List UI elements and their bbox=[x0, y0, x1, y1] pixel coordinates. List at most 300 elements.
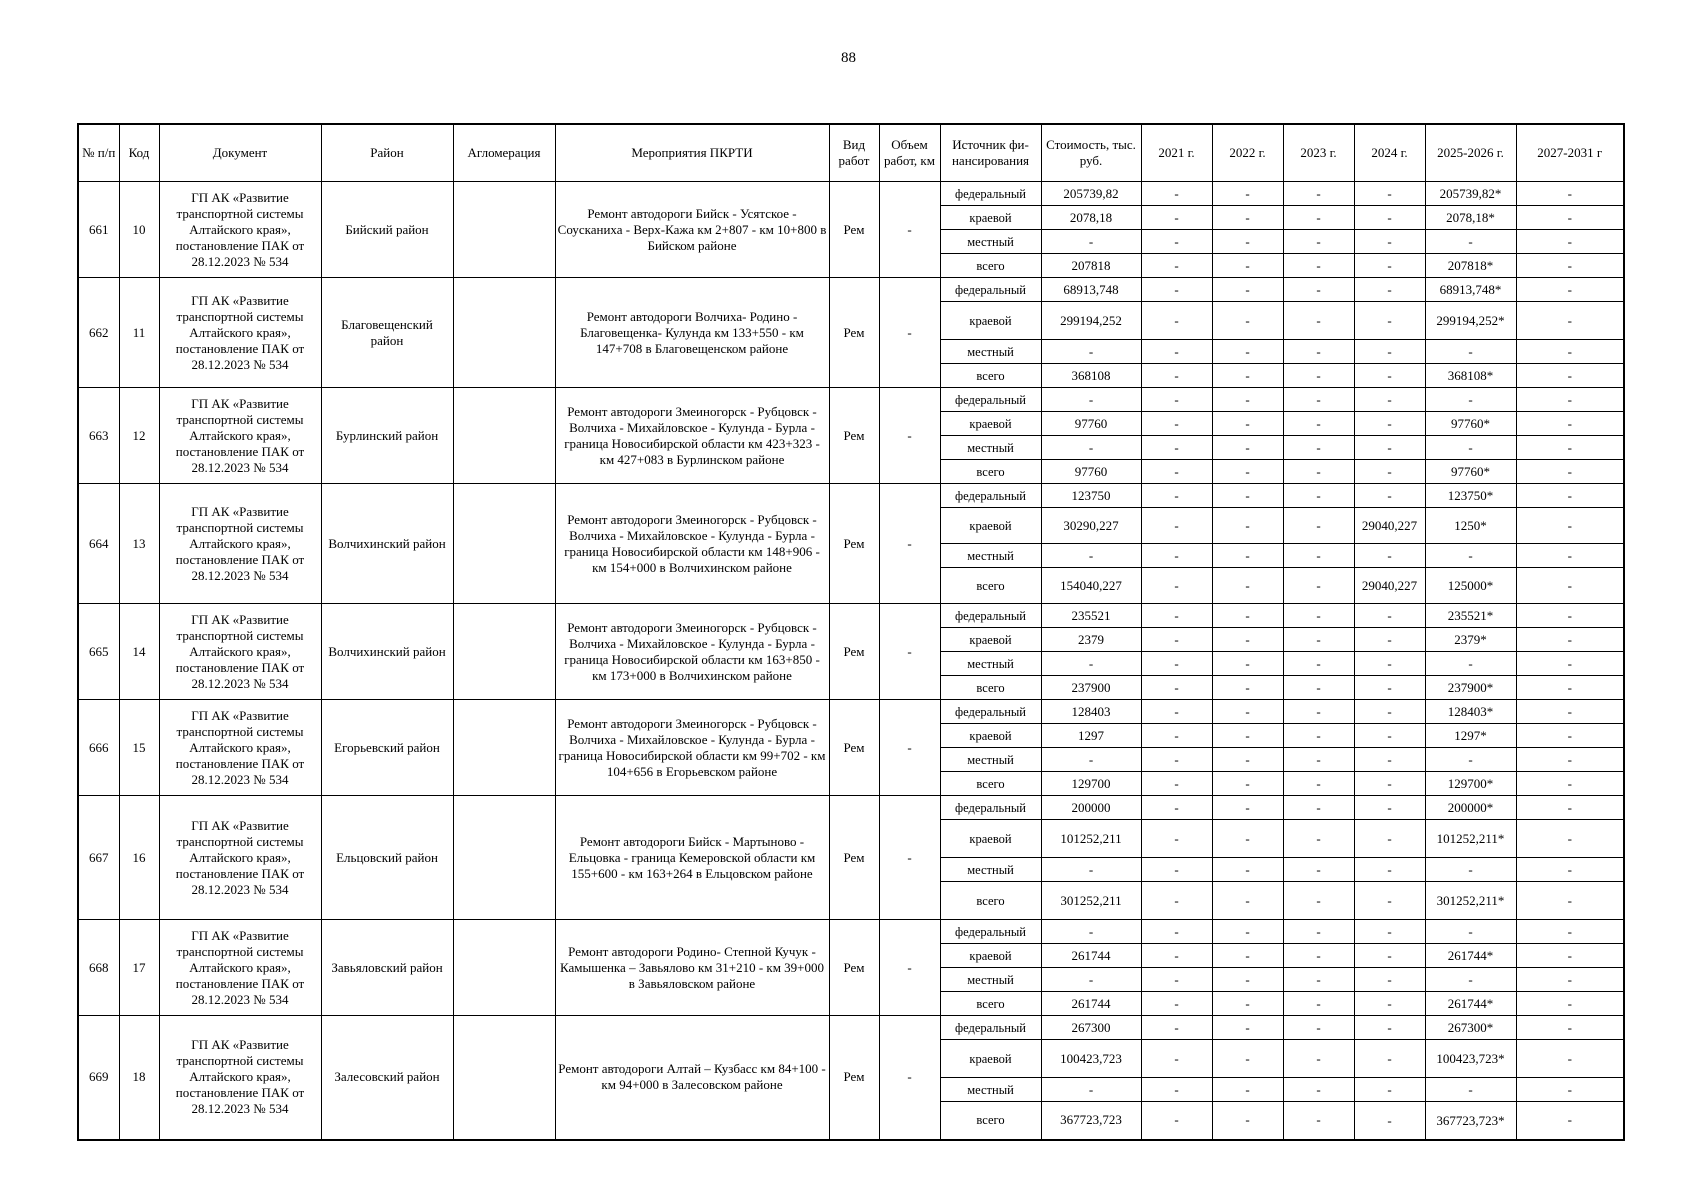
value-2027-2031-cell: - bbox=[1516, 182, 1624, 206]
value-2025-2026-cell: 299194,252* bbox=[1425, 302, 1516, 340]
value-2027-2031-cell: - bbox=[1516, 278, 1624, 302]
value-2024-cell: - bbox=[1354, 182, 1425, 206]
value-2025-2026-cell: 261744* bbox=[1425, 944, 1516, 968]
table-row bbox=[78, 700, 1624, 724]
code-cell: 14 bbox=[119, 604, 159, 700]
value-2021-cell: - bbox=[1141, 460, 1212, 484]
value-2023-cell: - bbox=[1283, 772, 1354, 796]
col-header-num: № п/п bbox=[78, 124, 119, 182]
value-2022-cell: - bbox=[1212, 1102, 1283, 1140]
record-number-cell: 665 bbox=[78, 604, 119, 700]
value-2025-2026-cell: 2078,18* bbox=[1425, 206, 1516, 230]
value-2027-2031-cell: - bbox=[1516, 436, 1624, 460]
value-2022-cell: - bbox=[1212, 944, 1283, 968]
funding-source-cell: всего bbox=[940, 460, 1041, 484]
value-2025-2026-cell: - bbox=[1425, 436, 1516, 460]
event-description-cell: Ремонт автодороги Родино- Степной Кучук - Камышенка – Завьялово км 31+210 - км 39+000 в Завьяловском районе bbox=[555, 920, 829, 1016]
value-2023-cell: - bbox=[1283, 628, 1354, 652]
cost-cell: 100423,723 bbox=[1041, 1040, 1141, 1078]
value-2024-cell: - bbox=[1354, 484, 1425, 508]
value-2025-2026-cell: 123750* bbox=[1425, 484, 1516, 508]
funding-source-cell: всего bbox=[940, 772, 1041, 796]
value-2024-cell: - bbox=[1354, 206, 1425, 230]
value-2021-cell: - bbox=[1141, 182, 1212, 206]
event-description-cell: Ремонт автодороги Бийск - Усятское - Соусканиха - Верх-Кажа км 2+807 - км 10+800 в Бийском районе bbox=[555, 182, 829, 278]
value-2023-cell: - bbox=[1283, 508, 1354, 544]
work-type-cell: Рем bbox=[829, 182, 879, 278]
value-2024-cell: - bbox=[1354, 1078, 1425, 1102]
value-2025-2026-cell: 301252,211* bbox=[1425, 882, 1516, 920]
value-2025-2026-cell: 128403* bbox=[1425, 700, 1516, 724]
value-2025-2026-cell: - bbox=[1425, 652, 1516, 676]
funding-source-cell: федеральный bbox=[940, 278, 1041, 302]
agglomeration-cell bbox=[453, 700, 555, 796]
record-number-cell: 662 bbox=[78, 278, 119, 388]
value-2024-cell: - bbox=[1354, 700, 1425, 724]
value-2025-2026-cell: 125000* bbox=[1425, 568, 1516, 604]
value-2023-cell: - bbox=[1283, 604, 1354, 628]
work-type-cell: Рем bbox=[829, 920, 879, 1016]
document-cell: ГП АК «Развитие транспортной системы Алтайского края», постановление ПАК от 28.12.2023 № 534 bbox=[159, 388, 321, 484]
cost-cell: - bbox=[1041, 544, 1141, 568]
value-2024-cell: - bbox=[1354, 436, 1425, 460]
value-2021-cell: - bbox=[1141, 944, 1212, 968]
value-2027-2031-cell: - bbox=[1516, 882, 1624, 920]
funding-source-cell: краевой bbox=[940, 820, 1041, 858]
value-2023-cell: - bbox=[1283, 1102, 1354, 1140]
agglomeration-cell bbox=[453, 920, 555, 1016]
agglomeration-cell bbox=[453, 182, 555, 278]
value-2022-cell: - bbox=[1212, 796, 1283, 820]
value-2022-cell: - bbox=[1212, 882, 1283, 920]
funding-source-cell: федеральный bbox=[940, 182, 1041, 206]
district-cell: Завьяловский район bbox=[321, 920, 453, 1016]
value-2023-cell: - bbox=[1283, 700, 1354, 724]
value-2024-cell: - bbox=[1354, 340, 1425, 364]
value-2027-2031-cell: - bbox=[1516, 944, 1624, 968]
funding-source-cell: краевой bbox=[940, 628, 1041, 652]
header-row bbox=[78, 124, 1624, 182]
value-2025-2026-cell: - bbox=[1425, 920, 1516, 944]
cost-cell: 267300 bbox=[1041, 1016, 1141, 1040]
record-number-cell: 663 bbox=[78, 388, 119, 484]
value-2023-cell: - bbox=[1283, 676, 1354, 700]
event-description-cell: Ремонт автодороги Алтай – Кузбасс км 84+100 - км 94+000 в Залесовском районе bbox=[555, 1016, 829, 1140]
cost-cell: - bbox=[1041, 652, 1141, 676]
work-type-cell: Рем bbox=[829, 700, 879, 796]
value-2025-2026-cell: - bbox=[1425, 340, 1516, 364]
cost-cell: 128403 bbox=[1041, 700, 1141, 724]
funding-source-cell: федеральный bbox=[940, 796, 1041, 820]
value-2025-2026-cell: - bbox=[1425, 544, 1516, 568]
value-2025-2026-cell: 237900* bbox=[1425, 676, 1516, 700]
value-2021-cell: - bbox=[1141, 604, 1212, 628]
work-type-cell: Рем bbox=[829, 604, 879, 700]
value-2023-cell: - bbox=[1283, 206, 1354, 230]
value-2021-cell: - bbox=[1141, 652, 1212, 676]
value-2021-cell: - bbox=[1141, 364, 1212, 388]
event-description-cell: Ремонт автодороги Змеиногорск - Рубцовск - Волчиха - Михайловское - Кулунда - Бурла - граница Новосибирской области км 148+906 - км 154+000 в Волчихинском районе bbox=[555, 484, 829, 604]
code-cell: 11 bbox=[119, 278, 159, 388]
value-2021-cell: - bbox=[1141, 1078, 1212, 1102]
funding-source-cell: краевой bbox=[940, 302, 1041, 340]
value-2022-cell: - bbox=[1212, 724, 1283, 748]
value-2023-cell: - bbox=[1283, 340, 1354, 364]
value-2024-cell: - bbox=[1354, 388, 1425, 412]
value-2027-2031-cell: - bbox=[1516, 206, 1624, 230]
value-2022-cell: - bbox=[1212, 820, 1283, 858]
record-number-cell: 669 bbox=[78, 1016, 119, 1140]
funding-source-cell: местный bbox=[940, 1078, 1041, 1102]
event-description-cell: Ремонт автодороги Бийск - Мартыново - Ельцовка - граница Кемеровской области км 155+600 - км 163+264 в Ельцовском районе bbox=[555, 796, 829, 920]
col-header-events: Мероприятия ПКРТИ bbox=[555, 124, 829, 182]
value-2021-cell: - bbox=[1141, 920, 1212, 944]
value-2025-2026-cell: 97760* bbox=[1425, 412, 1516, 436]
code-cell: 16 bbox=[119, 796, 159, 920]
funding-source-cell: федеральный bbox=[940, 1016, 1041, 1040]
value-2022-cell: - bbox=[1212, 340, 1283, 364]
value-2025-2026-cell: - bbox=[1425, 858, 1516, 882]
work-type-cell: Рем bbox=[829, 1016, 879, 1140]
cost-cell: 97760 bbox=[1041, 460, 1141, 484]
table-row bbox=[78, 796, 1624, 820]
value-2023-cell: - bbox=[1283, 302, 1354, 340]
value-2022-cell: - bbox=[1212, 1078, 1283, 1102]
value-2023-cell: - bbox=[1283, 436, 1354, 460]
value-2022-cell: - bbox=[1212, 230, 1283, 254]
value-2021-cell: - bbox=[1141, 230, 1212, 254]
value-2027-2031-cell: - bbox=[1516, 568, 1624, 604]
work-type-cell: Рем bbox=[829, 388, 879, 484]
value-2021-cell: - bbox=[1141, 1102, 1212, 1140]
col-header-code: Код bbox=[119, 124, 159, 182]
value-2027-2031-cell: - bbox=[1516, 820, 1624, 858]
cost-cell: 261744 bbox=[1041, 992, 1141, 1016]
value-2027-2031-cell: - bbox=[1516, 652, 1624, 676]
value-2023-cell: - bbox=[1283, 920, 1354, 944]
event-description-cell: Ремонт автодороги Змеиногорск - Рубцовск - Волчиха - Михайловское - Кулунда - Бурла - граница Новосибирской области км 99+702 - км 104+656 в Егорьевском районе bbox=[555, 700, 829, 796]
cost-cell: 2379 bbox=[1041, 628, 1141, 652]
district-cell: Залесовский район bbox=[321, 1016, 453, 1140]
funding-source-cell: краевой bbox=[940, 508, 1041, 544]
value-2022-cell: - bbox=[1212, 436, 1283, 460]
funding-source-cell: федеральный bbox=[940, 920, 1041, 944]
cost-cell: 68913,748 bbox=[1041, 278, 1141, 302]
funding-source-cell: краевой bbox=[940, 944, 1041, 968]
record-number-cell: 661 bbox=[78, 182, 119, 278]
cost-cell: - bbox=[1041, 436, 1141, 460]
document-cell: ГП АК «Развитие транспортной системы Алтайского края», постановление ПАК от 28.12.2023 № 534 bbox=[159, 1016, 321, 1140]
funding-source-cell: федеральный bbox=[940, 604, 1041, 628]
value-2027-2031-cell: - bbox=[1516, 460, 1624, 484]
value-2025-2026-cell: 97760* bbox=[1425, 460, 1516, 484]
value-2025-2026-cell: 207818* bbox=[1425, 254, 1516, 278]
value-2024-cell: - bbox=[1354, 278, 1425, 302]
cost-cell: 1297 bbox=[1041, 724, 1141, 748]
agglomeration-cell bbox=[453, 1016, 555, 1140]
value-2023-cell: - bbox=[1283, 858, 1354, 882]
value-2022-cell: - bbox=[1212, 700, 1283, 724]
program-table bbox=[77, 123, 1625, 1141]
value-2021-cell: - bbox=[1141, 772, 1212, 796]
value-2025-2026-cell: - bbox=[1425, 388, 1516, 412]
value-2023-cell: - bbox=[1283, 412, 1354, 436]
cost-cell: 30290,227 bbox=[1041, 508, 1141, 544]
cost-cell: 200000 bbox=[1041, 796, 1141, 820]
value-2027-2031-cell: - bbox=[1516, 254, 1624, 278]
value-2022-cell: - bbox=[1212, 568, 1283, 604]
value-2024-cell: - bbox=[1354, 230, 1425, 254]
value-2021-cell: - bbox=[1141, 206, 1212, 230]
cost-cell: 97760 bbox=[1041, 412, 1141, 436]
volume-cell: - bbox=[879, 920, 940, 1016]
value-2021-cell: - bbox=[1141, 254, 1212, 278]
value-2025-2026-cell: 200000* bbox=[1425, 796, 1516, 820]
value-2024-cell: - bbox=[1354, 676, 1425, 700]
value-2024-cell: - bbox=[1354, 364, 1425, 388]
value-2022-cell: - bbox=[1212, 206, 1283, 230]
value-2027-2031-cell: - bbox=[1516, 604, 1624, 628]
value-2027-2031-cell: - bbox=[1516, 230, 1624, 254]
value-2022-cell: - bbox=[1212, 302, 1283, 340]
value-2023-cell: - bbox=[1283, 1040, 1354, 1078]
value-2022-cell: - bbox=[1212, 508, 1283, 544]
value-2022-cell: - bbox=[1212, 278, 1283, 302]
value-2024-cell: - bbox=[1354, 412, 1425, 436]
col-header-2027-2031: 2027-2031 г bbox=[1516, 124, 1624, 182]
value-2024-cell: - bbox=[1354, 992, 1425, 1016]
value-2023-cell: - bbox=[1283, 992, 1354, 1016]
table-row bbox=[78, 484, 1624, 508]
value-2023-cell: - bbox=[1283, 484, 1354, 508]
table-row bbox=[78, 388, 1624, 412]
document-cell: ГП АК «Развитие транспортной системы Алтайского края», постановление ПАК от 28.12.2023 № 534 bbox=[159, 182, 321, 278]
value-2024-cell: - bbox=[1354, 772, 1425, 796]
value-2023-cell: - bbox=[1283, 796, 1354, 820]
volume-cell: - bbox=[879, 604, 940, 700]
value-2021-cell: - bbox=[1141, 676, 1212, 700]
value-2023-cell: - bbox=[1283, 544, 1354, 568]
table-row bbox=[78, 1016, 1624, 1040]
funding-source-cell: федеральный bbox=[940, 700, 1041, 724]
value-2022-cell: - bbox=[1212, 748, 1283, 772]
value-2022-cell: - bbox=[1212, 920, 1283, 944]
event-description-cell: Ремонт автодороги Змеиногорск - Рубцовск - Волчиха - Михайловское - Кулунда - Бурла - граница Новосибирской области км 423+323 - км 427+083 в Бурлинском районе bbox=[555, 388, 829, 484]
value-2021-cell: - bbox=[1141, 820, 1212, 858]
document-cell: ГП АК «Развитие транспортной системы Алтайского края», постановление ПАК от 28.12.2023 № 534 bbox=[159, 604, 321, 700]
value-2027-2031-cell: - bbox=[1516, 1016, 1624, 1040]
col-header-funding-source: Источник фи-нансирования bbox=[940, 124, 1041, 182]
document-cell: ГП АК «Развитие транспортной системы Алтайского края», постановление ПАК от 28.12.2023 № 534 bbox=[159, 796, 321, 920]
volume-cell: - bbox=[879, 700, 940, 796]
value-2027-2031-cell: - bbox=[1516, 364, 1624, 388]
value-2027-2031-cell: - bbox=[1516, 772, 1624, 796]
funding-source-cell: местный bbox=[940, 230, 1041, 254]
value-2027-2031-cell: - bbox=[1516, 796, 1624, 820]
value-2025-2026-cell: - bbox=[1425, 748, 1516, 772]
value-2021-cell: - bbox=[1141, 278, 1212, 302]
code-cell: 15 bbox=[119, 700, 159, 796]
value-2027-2031-cell: - bbox=[1516, 340, 1624, 364]
value-2027-2031-cell: - bbox=[1516, 748, 1624, 772]
table-body bbox=[78, 182, 1624, 1140]
value-2022-cell: - bbox=[1212, 412, 1283, 436]
value-2024-cell: - bbox=[1354, 628, 1425, 652]
value-2023-cell: - bbox=[1283, 460, 1354, 484]
funding-source-cell: всего bbox=[940, 676, 1041, 700]
value-2024-cell: - bbox=[1354, 968, 1425, 992]
value-2023-cell: - bbox=[1283, 230, 1354, 254]
value-2025-2026-cell: 261744* bbox=[1425, 992, 1516, 1016]
value-2024-cell: - bbox=[1354, 820, 1425, 858]
agglomeration-cell bbox=[453, 388, 555, 484]
funding-source-cell: краевой bbox=[940, 724, 1041, 748]
cost-cell: 367723,723 bbox=[1041, 1102, 1141, 1140]
value-2024-cell: - bbox=[1354, 882, 1425, 920]
col-header-2025-2026: 2025-2026 г. bbox=[1425, 124, 1516, 182]
value-2023-cell: - bbox=[1283, 652, 1354, 676]
funding-source-cell: всего bbox=[940, 1102, 1041, 1140]
agglomeration-cell bbox=[453, 796, 555, 920]
document-cell: ГП АК «Развитие транспортной системы Алтайского края», постановление ПАК от 28.12.2023 № 534 bbox=[159, 920, 321, 1016]
col-header-agglomeration: Агломерация bbox=[453, 124, 555, 182]
funding-source-cell: краевой bbox=[940, 412, 1041, 436]
value-2025-2026-cell: 367723,723* bbox=[1425, 1102, 1516, 1140]
value-2024-cell: - bbox=[1354, 748, 1425, 772]
value-2022-cell: - bbox=[1212, 544, 1283, 568]
col-header-2022: 2022 г. bbox=[1212, 124, 1283, 182]
funding-source-cell: всего bbox=[940, 364, 1041, 388]
cost-cell: 205739,82 bbox=[1041, 182, 1141, 206]
cost-cell: 129700 bbox=[1041, 772, 1141, 796]
value-2024-cell: - bbox=[1354, 544, 1425, 568]
cost-cell: - bbox=[1041, 388, 1141, 412]
value-2027-2031-cell: - bbox=[1516, 628, 1624, 652]
value-2024-cell: - bbox=[1354, 858, 1425, 882]
col-header-2024: 2024 г. bbox=[1354, 124, 1425, 182]
value-2023-cell: - bbox=[1283, 944, 1354, 968]
col-header-work-type: Вид работ bbox=[829, 124, 879, 182]
value-2024-cell: - bbox=[1354, 796, 1425, 820]
code-cell: 18 bbox=[119, 1016, 159, 1140]
funding-source-cell: местный bbox=[940, 652, 1041, 676]
code-cell: 12 bbox=[119, 388, 159, 484]
funding-source-cell: всего bbox=[940, 882, 1041, 920]
funding-source-cell: федеральный bbox=[940, 484, 1041, 508]
value-2024-cell: - bbox=[1354, 254, 1425, 278]
cost-cell: - bbox=[1041, 340, 1141, 364]
value-2021-cell: - bbox=[1141, 992, 1212, 1016]
value-2021-cell: - bbox=[1141, 412, 1212, 436]
cost-cell: 261744 bbox=[1041, 944, 1141, 968]
cost-cell: 299194,252 bbox=[1041, 302, 1141, 340]
district-cell: Волчихинский район bbox=[321, 484, 453, 604]
cost-cell: 101252,211 bbox=[1041, 820, 1141, 858]
record-number-cell: 668 bbox=[78, 920, 119, 1016]
value-2022-cell: - bbox=[1212, 460, 1283, 484]
value-2023-cell: - bbox=[1283, 748, 1354, 772]
value-2024-cell: - bbox=[1354, 944, 1425, 968]
cost-cell: - bbox=[1041, 968, 1141, 992]
code-cell: 10 bbox=[119, 182, 159, 278]
value-2021-cell: - bbox=[1141, 544, 1212, 568]
value-2021-cell: - bbox=[1141, 302, 1212, 340]
district-cell: Благовещенский район bbox=[321, 278, 453, 388]
cost-cell: 301252,211 bbox=[1041, 882, 1141, 920]
value-2021-cell: - bbox=[1141, 508, 1212, 544]
table-row bbox=[78, 182, 1624, 206]
volume-cell: - bbox=[879, 182, 940, 278]
value-2021-cell: - bbox=[1141, 748, 1212, 772]
cost-cell: 207818 bbox=[1041, 254, 1141, 278]
value-2021-cell: - bbox=[1141, 484, 1212, 508]
funding-source-cell: всего bbox=[940, 254, 1041, 278]
value-2023-cell: - bbox=[1283, 724, 1354, 748]
work-type-cell: Рем bbox=[829, 278, 879, 388]
value-2023-cell: - bbox=[1283, 388, 1354, 412]
value-2021-cell: - bbox=[1141, 796, 1212, 820]
cost-cell: 2078,18 bbox=[1041, 206, 1141, 230]
value-2025-2026-cell: 100423,723* bbox=[1425, 1040, 1516, 1078]
value-2022-cell: - bbox=[1212, 968, 1283, 992]
value-2023-cell: - bbox=[1283, 278, 1354, 302]
value-2027-2031-cell: - bbox=[1516, 412, 1624, 436]
value-2027-2031-cell: - bbox=[1516, 1102, 1624, 1140]
value-2024-cell: - bbox=[1354, 1102, 1425, 1140]
cost-cell: - bbox=[1041, 748, 1141, 772]
value-2022-cell: - bbox=[1212, 858, 1283, 882]
value-2025-2026-cell: 1250* bbox=[1425, 508, 1516, 544]
value-2027-2031-cell: - bbox=[1516, 508, 1624, 544]
value-2021-cell: - bbox=[1141, 1016, 1212, 1040]
funding-source-cell: местный bbox=[940, 858, 1041, 882]
value-2021-cell: - bbox=[1141, 1040, 1212, 1078]
value-2025-2026-cell: 1297* bbox=[1425, 724, 1516, 748]
district-cell: Егорьевский район bbox=[321, 700, 453, 796]
value-2025-2026-cell: 205739,82* bbox=[1425, 182, 1516, 206]
cost-cell: - bbox=[1041, 858, 1141, 882]
value-2022-cell: - bbox=[1212, 676, 1283, 700]
value-2021-cell: - bbox=[1141, 628, 1212, 652]
col-header-district: Район bbox=[321, 124, 453, 182]
value-2025-2026-cell: - bbox=[1425, 968, 1516, 992]
value-2023-cell: - bbox=[1283, 254, 1354, 278]
district-cell: Бийский район bbox=[321, 182, 453, 278]
district-cell: Бурлинский район bbox=[321, 388, 453, 484]
funding-source-cell: местный bbox=[940, 544, 1041, 568]
value-2025-2026-cell: - bbox=[1425, 230, 1516, 254]
value-2021-cell: - bbox=[1141, 700, 1212, 724]
value-2022-cell: - bbox=[1212, 182, 1283, 206]
value-2025-2026-cell: - bbox=[1425, 1078, 1516, 1102]
funding-source-cell: местный bbox=[940, 436, 1041, 460]
value-2027-2031-cell: - bbox=[1516, 544, 1624, 568]
value-2021-cell: - bbox=[1141, 436, 1212, 460]
value-2022-cell: - bbox=[1212, 484, 1283, 508]
value-2025-2026-cell: 68913,748* bbox=[1425, 278, 1516, 302]
document-cell: ГП АК «Развитие транспортной системы Алтайского края», постановление ПАК от 28.12.2023 № 534 bbox=[159, 700, 321, 796]
col-header-cost: Стоимость, тыс. руб. bbox=[1041, 124, 1141, 182]
cost-cell: 123750 bbox=[1041, 484, 1141, 508]
funding-source-cell: местный bbox=[940, 968, 1041, 992]
col-header-document: Документ bbox=[159, 124, 321, 182]
funding-source-cell: краевой bbox=[940, 1040, 1041, 1078]
value-2025-2026-cell: 101252,211* bbox=[1425, 820, 1516, 858]
work-type-cell: Рем bbox=[829, 484, 879, 604]
volume-cell: - bbox=[879, 388, 940, 484]
table-row bbox=[78, 604, 1624, 628]
value-2024-cell: - bbox=[1354, 460, 1425, 484]
